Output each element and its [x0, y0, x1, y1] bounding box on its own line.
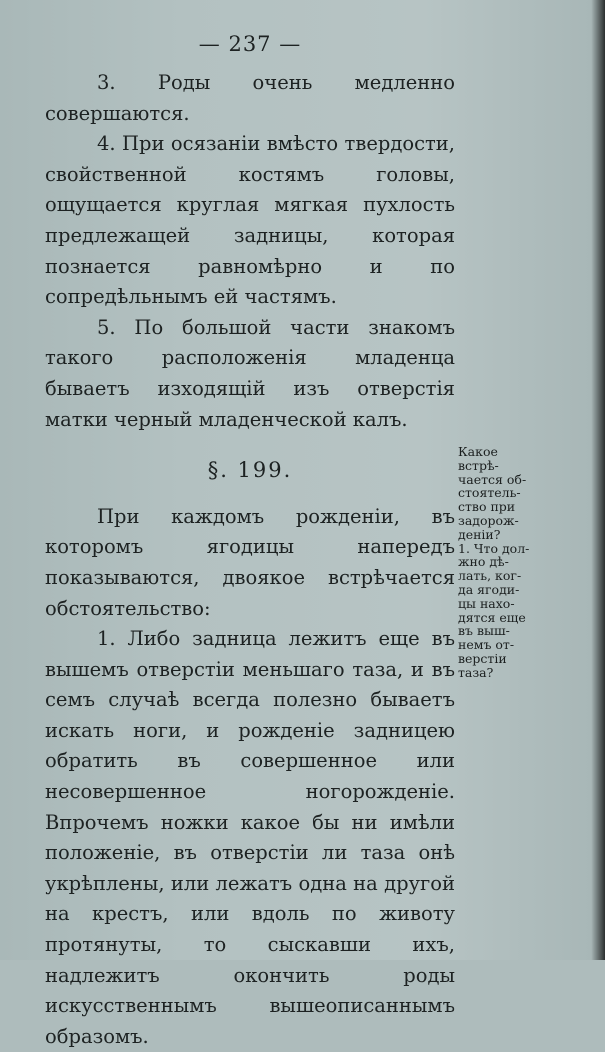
margin-note-line: 1. Что дол- [458, 540, 530, 556]
main-text-column [45, 68, 455, 1052]
margin-note-line: денiи? [458, 526, 501, 542]
margin-note-line: ство при [458, 499, 516, 515]
paragraph-item-5: 5. По большой части знакомъ такого расположенiя младенца бываетъ изходящiй изъ отверстiя матки черный младенческой калъ. [45, 315, 455, 431]
section-heading: §. 199. [207, 458, 293, 483]
margin-note-line: чается об- [458, 471, 527, 487]
margin-note-line: верстiи [458, 650, 507, 666]
margin-note-line: таза? [458, 664, 494, 680]
margin-note-line: встрѣ- [458, 457, 499, 473]
margin-note-line: немъ от- [458, 637, 515, 653]
paragraph-intro: При каждомъ рожденiи, въ которомъ ягодицы напередъ показываются, двоякое встрѣчается обстоятельство: [45, 504, 455, 620]
paragraph-item-4: 4. При осязанiи вмѣсто твердости, свойственной костямъ головы, ощущается круглая мягкая пухлость предлежащей задницы, которая познается равномѣрно и по сопредѣльнымъ ей частямъ. [45, 132, 455, 309]
margin-note-line: лать, ког- [458, 568, 522, 584]
margin-note-line: дятся еще [458, 609, 526, 625]
paragraph-item-3: 3. Роды очень медленно совершаются. [45, 71, 455, 125]
page-number: — 237 — [198, 32, 302, 56]
paragraph-case-1: 1. Либо задница лежитъ еще въ вышемъ отверстiи меньшаго таза, и въ семъ случаѣ всегда полезно бываетъ искать ноги, и рожденiе задницею обратить въ совершенное или несовершенное ногорожденiе. Впрочемъ ножки какое бы ни имѣли положенiе, въ отверстiи ли таза онѣ укрѣплены, или лежатъ одна на другой на крестъ, или вдоль по животу протянуты, то сыскавши ихъ, надлежитъ окончить роды искусственнымъ вышеописаннымъ образомъ. [45, 627, 455, 1048]
margin-note-line: задорож- [458, 512, 519, 528]
margin-note-line: въ выш- [458, 623, 510, 639]
margin-note-line: цы нахо- [458, 595, 515, 611]
margin-note-line: стоятель- [458, 485, 521, 501]
margin-note-line: да ягоди- [458, 581, 520, 597]
page-edge-shadow [591, 0, 605, 960]
margin-note [458, 445, 588, 680]
margin-note-line: жно дѣ- [458, 554, 509, 570]
margin-note-line: Какое [458, 444, 498, 459]
